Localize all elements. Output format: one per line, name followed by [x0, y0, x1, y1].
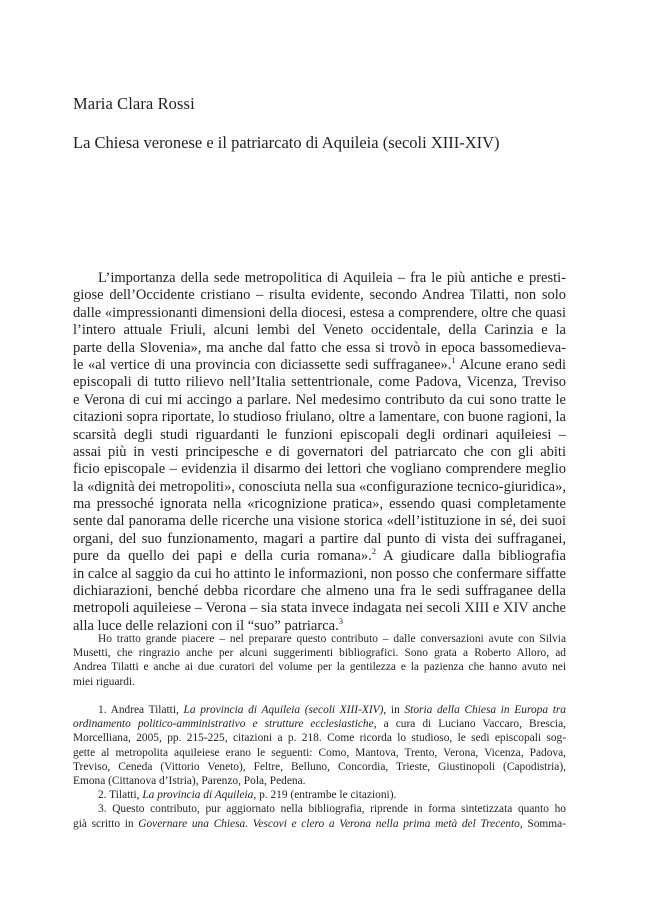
body-line: la «dignità dei metropoliti», conosciuta nella sua «configurazione tecnico-giuridica»,: [73, 478, 566, 495]
body-line: pure da quello dei papi e della curia romana».$^2$ A giudicare dalla bibliografia: [73, 548, 566, 565]
body-line: ficio episcopale – evidenzia il disarmo dei lettori che vogliano comprendere meglio: [73, 461, 566, 478]
body-line: in calce al saggio da cui ho attinto le informazioni, non posso che confermare siffatte: [73, 565, 566, 582]
body-line: e Verona di cui mi accingo a parlare. Nel medesimo contributo da cui sono tratte le: [73, 391, 566, 408]
footnote-1-line: ordinamento politico-amministrativo e strutture ecclesiastiche, a cura di Luciano Vaccaro, Brescia,: [73, 718, 566, 731]
body-line: giose dell’Occidente cristiano – risulta evidente, secondo Andrea Tilatti, non solo: [73, 287, 566, 304]
footnote-2: 2. Tilatti, La provincia di Aquileia, p. 219 (entrambe le citazioni).: [98, 789, 397, 802]
chapter-title: La Chiesa veronese e il patriarcato di Aquileia (secoli XIII-XIV): [73, 133, 500, 152]
body-line: dalle «impressionanti dimensioni della diocesi, estesa a comprendere, oltre che quasi: [73, 304, 566, 321]
body-line: sente dal panorama delle ricerche una visione storica «dell’istituzione in sé, dei suoi: [73, 513, 566, 530]
ack-line: miei riguardi.: [73, 675, 135, 688]
ack-line: Ho tratto grande piacere – nel preparare questo contributo – dalle conversazioni avute con Silvia: [98, 633, 566, 645]
footnote-3-line: già scritto in Governare una Chiesa. Vescovi e clero a Verona nella prima metà del Trecento, Somma-: [73, 817, 566, 830]
body-line: ma pressoché ignorata nella «ricognizione pratica», essendo quasi completamente: [73, 496, 566, 513]
body-line: le «al vertice di una provincia con diciassette sedi suffraganee».$^1$ Alcune erano sedi: [73, 356, 566, 373]
body-line: parte della Slovenia», ma anche dal fatto che essa si trovò in epoca bassomedieva-: [73, 339, 566, 356]
ack-line: Andrea Tilatti e anche ai due curatori del volume per la gentilezza e la pazienza che hanno avuto nei: [73, 661, 566, 674]
body-line: L’importanza della sede metropolitica di Aquileia – fra le più antiche e presti-: [98, 270, 566, 286]
main-paragraph: [73, 270, 566, 635]
footnote-1-line: Emona (Cittanova d’Istria), Parenzo, Pola, Pedena.: [73, 774, 306, 787]
footnote-3: 3. Questo contributo, pur aggiornato nella bibliografia, riprende in forma sintetizzata quanto ho: [98, 803, 566, 816]
footnote-1-line: gette al metropolita aquileiese erano le seguenti: Como, Mantova, Trento, Verona, Vicenza, Padova,: [73, 746, 566, 759]
body-line: assai più in vesti principesche e di governatori del patriarcato che con gli abiti: [73, 443, 566, 460]
body-line: dichiarazioni, benché debba ricordare che almeno una fra le sedi suffraganee della: [73, 583, 566, 600]
body-line: metropoli aquileiese – Verona – sia stata invece indagata nei secoli XIII e XIV anche: [73, 600, 566, 617]
body-line: l’intero attuale Friuli, alcuni lembi del Veneto occidentale, della Carinzia e la: [73, 322, 566, 339]
footnote-1-line: Treviso, Ceneda (Vittorio Veneto), Feltre, Belluno, Concordia, Trieste, Giustinopoli (Capodistria),: [73, 760, 566, 773]
body-line: organi, del suo funzionamento, magari a partire dal punto di vista dei suffraganei,: [73, 530, 566, 547]
body-line: episcopali di tutto rilievo nell’Italia settentrionale, come Padova, Vicenza, Treviso: [73, 374, 566, 391]
footnote-ref-1[interactable]: 1: [451, 356, 456, 366]
acknowledgement-note: [73, 632, 566, 689]
body-line: scarsità degli studi riguardanti le funzioni episcopali degli ordinari aquileiesi –: [73, 426, 566, 443]
author-name: Maria Clara Rossi: [73, 94, 195, 113]
footnotes: [73, 703, 566, 831]
body-line: citazioni sopra riportate, lo studioso friulano, oltre a lamentare, con buone ragioni, la: [73, 409, 566, 426]
footnote-1-line: Morcelliana, 2005, pp. 215-225, citazioni a p. 218. Come ricorda lo studioso, le sedi episcopali sog-: [73, 732, 566, 745]
footnote-ref-3[interactable]: 3: [338, 617, 344, 626]
body-line: alla luce delle relazioni con il “suo” patriarca.$^3$: [73, 617, 344, 634]
ack-line: Musetti, che ringrazio anche per alcuni suggerimenti bibliografici. Sono grata a Roberto Alloro, ad: [73, 647, 566, 660]
footnote-ref-2[interactable]: 2: [371, 548, 377, 557]
footnote-1: 1. Andrea Tilatti, La provincia di Aquileia (secoli XIII-XIV), in Storia della Chiesa in Europa tra: [98, 704, 566, 716]
